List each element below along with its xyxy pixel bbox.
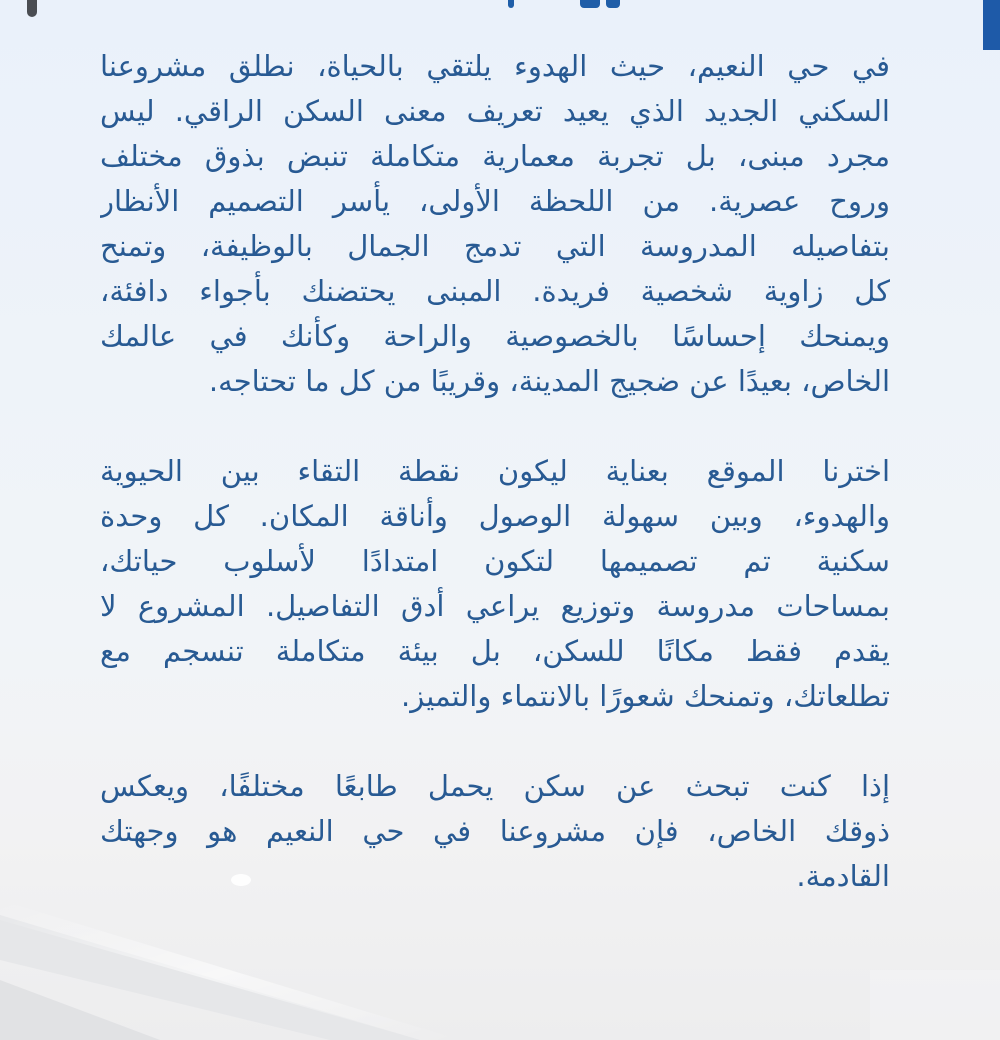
text-line: كل زاوية شخصية فريدة. المبنى يحتضنك بأجواء دافئة، [100, 274, 890, 308]
scroll-tab-indicator [27, 0, 37, 17]
text-line: والهدوء، وبين سهولة الوصول وأناقة المكان. كل وحدة [100, 499, 890, 533]
text-line: تطلعاتك، وتمنحك شعورًا بالانتماء والتميز. [400, 679, 890, 713]
text-line: في حي النعيم، حيث الهدوء يلتقي بالحياة، نطلق مشروعنا [100, 49, 890, 83]
text-line: اخترنا الموقع بعناية ليكون نقطة التقاء بين الحيوية [100, 454, 890, 488]
text-line: إذا كنت تبحث عن سكن يحمل طابعًا مختلفًا، ويعكس [100, 769, 890, 803]
text-line: القادمة. [796, 859, 890, 893]
text-line: ذوقك الخاص، فإن مشروعنا في حي النعيم هو وجهتك [100, 814, 890, 848]
text-line: بمساحات مدروسة وتوزيع يراعي أدق التفاصيل. المشروع لا [100, 589, 890, 623]
text-line: سكنية تم تصميمها لتكون امتدادًا لأسلوب حياتك، [100, 544, 890, 578]
heading-glyph-fragment [606, 0, 620, 8]
article-body [100, 44, 890, 944]
text-line: الخاص، بعيدًا عن ضجيج المدينة، وقريبًا من كل ما تحتاجه. [208, 364, 890, 398]
text-line: وروح عصرية. من اللحظة الأولى، يأسر التصميم الأنظار [100, 184, 890, 218]
accent-bar [983, 0, 1000, 50]
paragraph-intro [100, 44, 890, 404]
paragraph-closing [100, 764, 890, 899]
heading-glyph-fragment [580, 0, 600, 8]
paragraph-location [100, 449, 890, 719]
text-line: مجرد مبنى، بل تجربة معمارية متكاملة تنبض بذوق مختلف [100, 139, 890, 173]
text-line: يقدم فقط مكانًا للسكن، بل بيئة متكاملة تنسجم مع [100, 634, 890, 668]
text-line: بتفاصيله المدروسة التي تدمج الجمال بالوظيفة، وتمنح [100, 229, 890, 263]
page-heading-clipped [480, 0, 880, 8]
heading-glyph-fragment [508, 0, 514, 8]
text-line: ويمنحك إحساسًا بالخصوصية والراحة وكأنك في عالمك [100, 319, 890, 353]
text-line: السكني الجديد الذي يعيد تعريف معنى السكن الراقي. ليس [100, 94, 890, 128]
